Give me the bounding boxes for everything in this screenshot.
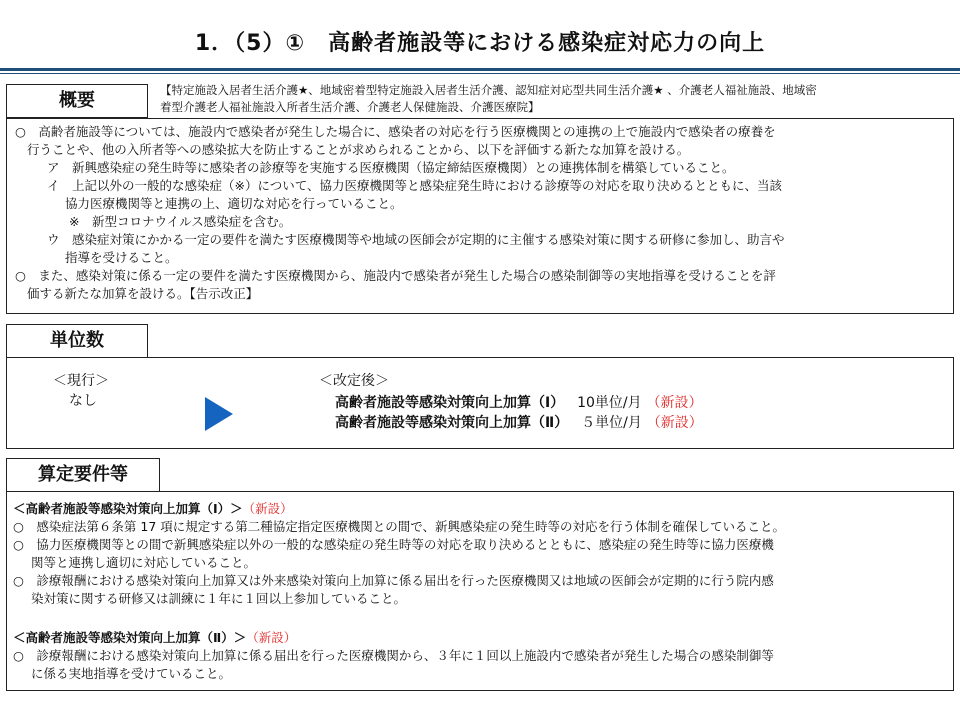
current-value: なし bbox=[69, 393, 97, 409]
requirement-line: ○ 感染症法第６条第 17 項に規定する第二種協定指定医療機関との間で、新興感染症の発生時等の対応を行う体制を確保していること。 bbox=[13, 519, 786, 534]
title-rule bbox=[0, 68, 960, 71]
requirement-line: ○ 協力医療機関等との間で新興感染症以外の一般的な感染症の発生時等の対応を取り決めるとともに、感染症の発生時等に協力医療機 bbox=[13, 537, 774, 552]
overview-line: ア 新興感染症の発生時等に感染者の診療等を実施する医療機関（協定締結医療機関）との連携体制を構築していること。 bbox=[47, 160, 735, 175]
overview-line: 価する新たな加算を設ける。【告示改正】 bbox=[27, 286, 259, 301]
overview-line: ○ 高齢者施設等については、施設内で感染者が発生した場合に、感染者の対応を行う医療機関との連携の上で施設内で感染者の療養を bbox=[15, 124, 776, 139]
overview-note: ※ 新型コロナウイルス感染症を含む。 bbox=[69, 214, 292, 229]
units-box bbox=[6, 357, 954, 449]
unit-value: ５単位/月 bbox=[581, 415, 642, 431]
unit-name: 高齢者施設等感染対策向上加算（Ⅰ） bbox=[335, 395, 565, 411]
requirement-line: ○ 診療報酬における感染対策向上加算に係る届出を行った医療機関から、３年に１回以上施設内で感染者が発生した場合の感染制御等 bbox=[13, 648, 774, 663]
heading-text: ＜高齢者施設等感染対策向上加算（Ⅰ）＞ bbox=[13, 501, 243, 516]
units-label: 単位数 bbox=[6, 324, 148, 358]
unit-item-1 bbox=[335, 394, 703, 412]
unit-name: 高齢者施設等感染対策向上加算（Ⅱ） bbox=[335, 415, 569, 431]
heading-text: ＜高齢者施設等感染対策向上加算（Ⅱ）＞ bbox=[13, 630, 247, 645]
overview-label: 概要 bbox=[6, 84, 148, 118]
requirement-heading-1 bbox=[13, 501, 293, 517]
requirement-line: に係る実地指導を受けていること。 bbox=[31, 666, 232, 681]
target-services-line-2: 着型介護老人福祉施設入所者生活介護、介護老人保健施設、介護医療院】 bbox=[160, 100, 540, 114]
requirement-line: ○ 診療報酬における感染対策向上加算又は外来感染対策向上加算に係る届出を行った医療機関又は地域の医師会が定期的に行う院内感 bbox=[13, 573, 774, 588]
overview-box bbox=[6, 118, 954, 314]
unit-value: 10単位/月 bbox=[577, 395, 642, 411]
target-services-line-1: 【特定施設入居者生活介護★、地域密着型特定施設入居者生活介護、認知症対応型共同生活介護★ 、介護老人福祉施設、地域密 bbox=[160, 83, 817, 97]
new-tag: （新設） bbox=[242, 501, 293, 516]
overview-line: 行うことや、他の入所者等への感染拡大を防止することが求められることから、以下を評価する新たな加算を設ける。 bbox=[27, 142, 690, 157]
unit-item-2 bbox=[335, 414, 703, 432]
page-title: 1．（5）① 高齢者施設等における感染症対応力の向上 bbox=[194, 31, 766, 56]
overview-line: ○ また、感染対策に係る一定の要件を満たす医療機関から、施設内で感染者が発生した場合の感染制御等の実地指導を受けることを評 bbox=[15, 268, 776, 283]
requirement-heading-2 bbox=[13, 630, 296, 646]
requirement-line: 関等と連携し適切に対応していること。 bbox=[31, 555, 257, 570]
revised-label: ＜改定後＞ bbox=[319, 373, 389, 389]
current-label: ＜現行＞ bbox=[53, 373, 109, 389]
overview-line: イ 上記以外の一般的な感染症（※）について、協力医療機関等と感染症発生時における診療等の対応を取り決めるとともに、当該 bbox=[47, 178, 782, 193]
overview-line: 協力医療機関等と連携の上、適切な対応を行っていること。 bbox=[65, 196, 403, 211]
new-tag: （新設） bbox=[646, 415, 703, 431]
requirements-label: 算定要件等 bbox=[6, 458, 160, 492]
overview-line: ウ 感染症対策にかかる一定の要件を満たす医療機関等や地域の医師会が定期的に主催する感染対策に関する研修に参加し、助言や bbox=[47, 232, 785, 247]
new-tag: （新設） bbox=[646, 395, 703, 411]
requirements-box bbox=[6, 491, 954, 691]
overview-line: 指導を受けること。 bbox=[65, 250, 178, 265]
title-rule-thin bbox=[0, 73, 960, 74]
requirement-line: 染対策に関する研修又は訓練に１年に１回以上参加していること。 bbox=[31, 591, 407, 606]
play-triangle-icon bbox=[205, 397, 233, 431]
new-tag: （新設） bbox=[246, 630, 297, 645]
